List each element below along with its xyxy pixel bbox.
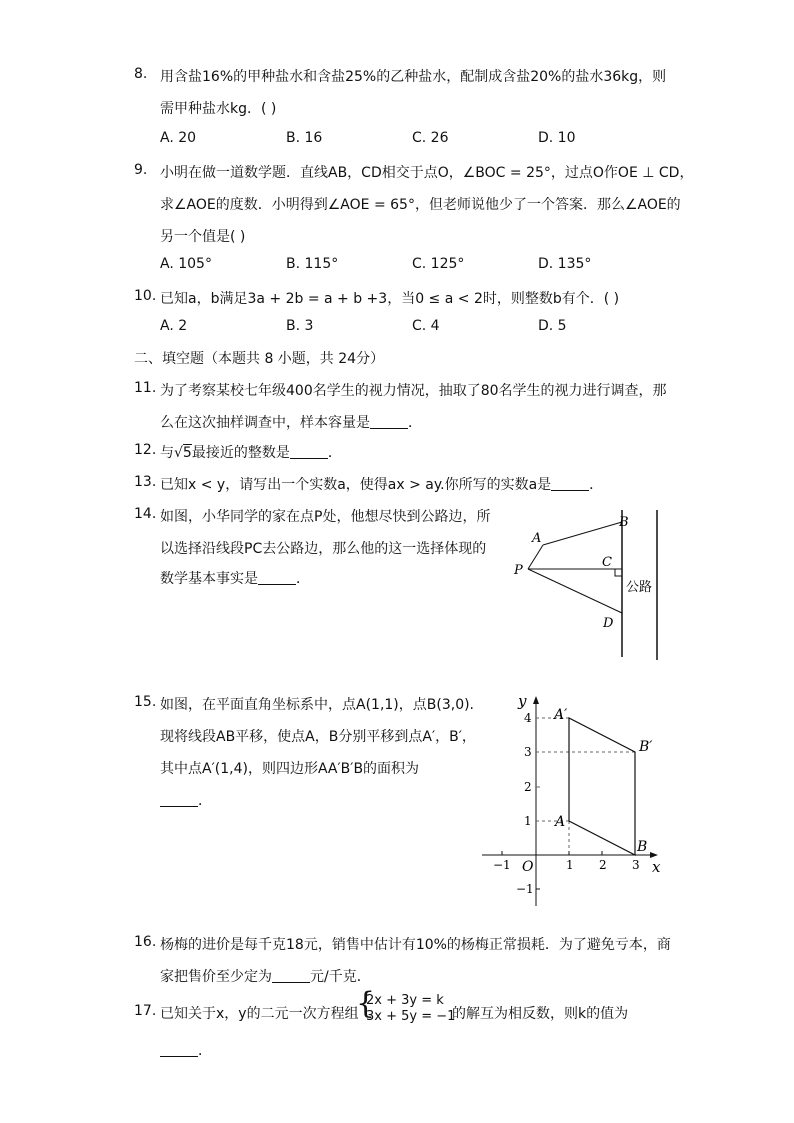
- y-tick-label-2: 2: [524, 780, 532, 794]
- q8-option-c[interactable]: C. 26: [412, 130, 449, 146]
- point-label-a: A: [555, 814, 566, 830]
- q13-line: [160, 474, 603, 494]
- q9-line2: 求∠AOE的度数．小明得到∠AOE = 65°，但老师说他少了一个答案．那么∠AOE的: [160, 197, 681, 213]
- label-b: B: [619, 515, 629, 530]
- q17-line2: [160, 1040, 212, 1060]
- q9-option-b[interactable]: B. 115°: [286, 256, 339, 272]
- label-a: A: [532, 531, 542, 546]
- q9-option-d[interactable]: D. 135°: [538, 256, 592, 272]
- q9-option-c[interactable]: C. 125°: [412, 256, 465, 272]
- q14-number: 14.: [134, 506, 157, 522]
- q16-line2a: 家把售价至少定为: [160, 969, 272, 985]
- segment-pa: [528, 545, 543, 569]
- equation-1: 2x + 3y = k: [366, 993, 444, 1008]
- q13-answer-blank[interactable]: [551, 477, 589, 491]
- q14-line3: [160, 568, 310, 588]
- q13-end: ．: [589, 477, 604, 493]
- q9-option-a[interactable]: A. 105°: [160, 256, 212, 272]
- q14-figure: [505, 505, 675, 665]
- system-brace: {: [356, 986, 376, 1021]
- y-tick-label-1: 1: [524, 814, 532, 828]
- q12-answer-blank[interactable]: [290, 445, 328, 459]
- label-p: P: [514, 563, 523, 578]
- label-road: 公路: [626, 580, 653, 595]
- q11-number: 11.: [134, 380, 157, 396]
- parallelogram: [569, 718, 635, 855]
- label-c: C: [602, 555, 612, 570]
- q15-line2: 现将线段AB平移，使点A，B分别平移到点A′，B′，: [160, 729, 476, 745]
- q16-line2b: 元/千克．: [310, 969, 371, 985]
- q16-number: 16.: [134, 934, 157, 950]
- q10-option-c[interactable]: C. 4: [412, 318, 440, 334]
- q16-line1: 杨梅的进价是每千克18元，销售中估计有10%的杨梅正常损耗．为了避免亏本，商: [160, 937, 671, 953]
- q14-line1: 如图，小华同学的家在点P处，他想尽快到公路边，所: [160, 509, 491, 525]
- y-tick-label-neg1: −1: [516, 882, 534, 896]
- q9-line3: 另一个值是( ): [160, 229, 246, 245]
- x-tick-label-2: 2: [599, 858, 607, 872]
- point-label-b: B: [637, 839, 648, 855]
- q8-line1: 用含盐16%的甲种盐水和含盐25%的乙种盐水，配制成含盐20%的盐水36kg，则: [160, 69, 667, 85]
- segment-ab: [543, 522, 622, 545]
- origin-label: O: [522, 859, 534, 875]
- equation-2: 3x + 5y = −1: [366, 1009, 456, 1024]
- axis-label-y: y: [518, 692, 527, 710]
- q13-number: 13.: [134, 474, 157, 490]
- q15-end: ．: [198, 793, 212, 809]
- q15-number: 15.: [134, 694, 157, 710]
- y-axis-arrow: [533, 696, 539, 704]
- point-label-a-prime: A′: [554, 707, 568, 723]
- q9-line1: 小明在做一道数学题．直线AB，CD相交于点O，∠BOC = 25°，过点O作OE ⊥ CD，: [160, 165, 694, 181]
- x-tick-label-1: 1: [566, 858, 574, 872]
- q11-answer-blank[interactable]: [370, 415, 408, 429]
- q10-line1: 已知a，b满足3a + 2b = a + b +3，当0 ≤ a < 2时，则整数b有个．( ): [160, 291, 620, 307]
- x-tick-label-3: 3: [632, 858, 640, 872]
- q17-end: ．: [198, 1043, 212, 1059]
- q12-number: 12.: [134, 442, 157, 458]
- q14-end: ．: [296, 571, 310, 587]
- label-d: D: [603, 616, 614, 631]
- q8-option-d[interactable]: D. 10: [538, 130, 576, 146]
- q16-answer-blank[interactable]: [272, 969, 310, 983]
- q12-root: 5: [182, 445, 192, 461]
- q12-end: ．: [327, 445, 342, 461]
- sqrt-sign: √: [174, 445, 183, 461]
- axis-label-x: x: [652, 858, 661, 876]
- q11-line2-text: 么在这次抽样调查中，样本容量是: [160, 415, 370, 431]
- right-angle-mark: [615, 569, 622, 576]
- q15-line4: [160, 790, 212, 810]
- q17-post: 的解互为相反数，则k的值为: [452, 1006, 629, 1022]
- q10-option-b[interactable]: B. 3: [286, 318, 314, 334]
- x-tick-label-neg1: −1: [493, 858, 511, 872]
- q10-number: 10.: [134, 288, 157, 304]
- y-tick-label-4: 4: [524, 711, 532, 725]
- q12-line: [160, 442, 342, 462]
- q15-line3: 其中点A′(1,4)，则四边形AA′B′B的面积为: [160, 761, 420, 777]
- q8-option-a[interactable]: A. 20: [160, 130, 197, 146]
- q10-option-a[interactable]: A. 2: [160, 318, 188, 334]
- point-label-b-prime: B′: [639, 739, 653, 755]
- q16-line2: [160, 966, 371, 986]
- q14-answer-blank[interactable]: [258, 571, 296, 585]
- section-heading: 二、填空题（本题共 8 小题，共 24分）: [134, 351, 385, 367]
- q13-text: 已知x < y，请写出一个实数a，使得ax > ay.你所写的实数a是: [160, 477, 552, 493]
- q9-number: 9.: [134, 162, 148, 178]
- q11-line2: [160, 412, 422, 432]
- q17-number: 17.: [134, 1003, 157, 1019]
- q17-pre: 已知关于x，y的二元一次方程组: [160, 1006, 359, 1022]
- q15-answer-blank[interactable]: [160, 793, 198, 807]
- q10-option-d[interactable]: D. 5: [538, 318, 567, 334]
- segment-pd: [528, 569, 622, 613]
- q15-figure: [478, 688, 678, 910]
- q11-end: ．: [408, 415, 422, 431]
- q12-pre: 与: [160, 445, 174, 461]
- q8-option-b[interactable]: B. 16: [286, 130, 323, 146]
- q14-line2: 以选择沿线段PC去公路边，那么他的这一选择体现的: [160, 541, 487, 557]
- q8-number: 8.: [134, 66, 148, 82]
- y-tick-label-3: 3: [524, 745, 532, 759]
- q14-line3-text: 数学基本事实是: [160, 571, 258, 587]
- q8-line2: 需甲种盐水kg．( ): [160, 101, 277, 117]
- q12-post: 最接近的整数是: [191, 445, 290, 461]
- q17-answer-blank[interactable]: [160, 1043, 198, 1057]
- q15-line1: 如图，在平面直角坐标系中，点A(1,1)，点B(3,0).: [160, 697, 475, 713]
- q11-line1: 为了考察某校七年级400名学生的视力情况，抽取了80名学生的视力进行调查，那: [160, 383, 667, 399]
